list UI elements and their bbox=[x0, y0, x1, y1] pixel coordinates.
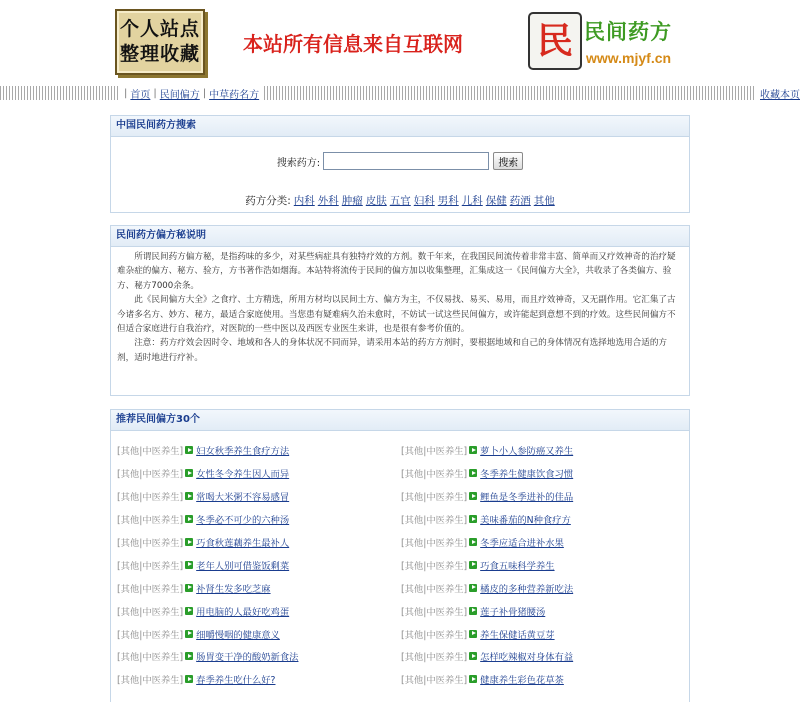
remedy-link[interactable]: 春季养生吃什么好? bbox=[196, 675, 276, 687]
list-item bbox=[401, 439, 685, 462]
arrow-icon bbox=[469, 515, 477, 523]
remedy-link[interactable]: 用电脑的人最好吃鸡蛋 bbox=[196, 606, 290, 618]
breadcrumb bbox=[118, 86, 262, 100]
list-item bbox=[401, 508, 685, 531]
category-tumor-link[interactable]: 肿瘤 bbox=[341, 195, 363, 207]
remedy-link[interactable]: 巧食五味科学养生 bbox=[480, 560, 555, 572]
remedy-link[interactable]: 莲子补骨猪腰汤 bbox=[480, 606, 546, 618]
list-item bbox=[117, 576, 401, 599]
brand-name: 民间药方 bbox=[584, 20, 672, 44]
remedy-link[interactable]: 鲤鱼是冬季进补的佳品 bbox=[480, 492, 574, 504]
logo-line-1: 个人站点 bbox=[119, 18, 200, 40]
category-tag: [其他|中医养生] bbox=[401, 492, 468, 504]
list-item bbox=[117, 668, 401, 691]
remedy-link[interactable]: 细嚼慢咽的健康意义 bbox=[196, 629, 280, 641]
list-item bbox=[117, 485, 401, 508]
arrow-icon bbox=[469, 630, 477, 638]
category-gynecology-link[interactable]: 妇科 bbox=[413, 195, 435, 207]
arrow-icon bbox=[185, 675, 193, 683]
category-tag: [其他|中医养生] bbox=[117, 492, 184, 504]
arrow-icon bbox=[469, 584, 477, 592]
arrow-icon bbox=[185, 469, 193, 477]
list-item bbox=[117, 599, 401, 622]
remedy-link[interactable]: 健康养生彩色花草茶 bbox=[480, 675, 564, 687]
list-item bbox=[401, 531, 685, 554]
arrow-icon bbox=[185, 584, 193, 592]
category-surgery-link[interactable]: 外科 bbox=[317, 195, 339, 207]
category-health-link[interactable]: 保健 bbox=[485, 195, 507, 207]
nav-folk-remedy-link[interactable]: 民间偏方 bbox=[159, 89, 200, 101]
logo-line-2: 整理收藏 bbox=[119, 43, 200, 65]
intro-panel bbox=[110, 225, 690, 396]
remedy-link[interactable]: 怎样吃辣椒对身体有益 bbox=[480, 652, 574, 664]
list-item bbox=[401, 645, 685, 668]
search-button[interactable]: 搜索 bbox=[493, 152, 523, 170]
list-item bbox=[117, 553, 401, 576]
category-tag: [其他|中医养生] bbox=[401, 606, 468, 618]
list-item bbox=[401, 622, 685, 645]
search-panel-title: 中国民间药方搜索 bbox=[111, 116, 689, 137]
arrow-icon bbox=[469, 675, 477, 683]
arrow-icon bbox=[469, 446, 477, 454]
category-tag: [其他|中医养生] bbox=[401, 583, 468, 595]
category-other-link[interactable]: 其他 bbox=[533, 195, 555, 207]
category-tag: [其他|中医养生] bbox=[117, 538, 184, 549]
category-tag: [其他|中医养生] bbox=[401, 446, 468, 458]
search-label: 搜索药方: bbox=[276, 157, 321, 169]
category-andrology-link[interactable]: 男科 bbox=[437, 195, 459, 207]
category-tag: [其他|中医养生] bbox=[401, 538, 468, 549]
list-item bbox=[401, 668, 685, 691]
list-item bbox=[401, 462, 685, 485]
arrow-icon bbox=[185, 446, 193, 454]
arrow-icon bbox=[469, 492, 477, 500]
list-item bbox=[401, 576, 685, 599]
nav-separator: | bbox=[153, 87, 157, 99]
header-tagline: 本站所有信息来自互联网 bbox=[243, 32, 463, 56]
remedy-link[interactable]: 常喝大米粥不容易感冒 bbox=[196, 492, 290, 504]
list-item bbox=[401, 485, 685, 508]
arrow-icon bbox=[185, 492, 193, 500]
list-item bbox=[117, 645, 401, 668]
arrow-icon bbox=[185, 538, 193, 546]
arrow-icon bbox=[469, 561, 477, 569]
intro-paragraph: 注意：药方疗效会因时令、地域和各人的身体状况不同而异，请采用本站的药方方剂时，要根据地域和自己的身体情况有选择地选用合适的方剂，适时地进行疗补。 bbox=[117, 338, 668, 363]
seal-glyph: 民 bbox=[536, 20, 573, 62]
nav-favorite bbox=[756, 86, 800, 100]
category-tag: [其他|中医养生] bbox=[117, 583, 184, 595]
list-item bbox=[117, 531, 401, 554]
recommend-panel bbox=[110, 409, 690, 702]
remedy-link[interactable]: 肠胃变干净的酸奶新食法 bbox=[196, 652, 299, 664]
remedy-link[interactable]: 冬季应适合进补水果 bbox=[480, 538, 564, 549]
remedy-link[interactable]: 妇女秋季养生食疗方法 bbox=[196, 446, 290, 458]
brand-logo[interactable] bbox=[528, 10, 698, 74]
nav-herbal-link[interactable]: 中草药名方 bbox=[209, 89, 260, 101]
site-header bbox=[0, 0, 800, 86]
arrow-icon bbox=[185, 630, 193, 638]
remedy-link[interactable]: 冬季必不可少的六种汤 bbox=[196, 515, 290, 527]
nav-home-link[interactable]: 首页 bbox=[130, 89, 151, 101]
remedy-link[interactable]: 萝卜小人参防癌又养生 bbox=[480, 446, 574, 458]
remedy-link[interactable]: 补肾生发多吃芝麻 bbox=[196, 583, 271, 595]
arrow-icon bbox=[469, 469, 477, 477]
seal-icon bbox=[528, 12, 582, 70]
search-panel bbox=[110, 115, 690, 213]
category-tag: [其他|中医养生] bbox=[401, 652, 468, 664]
category-ent-link[interactable]: 五官 bbox=[389, 195, 411, 207]
arrow-icon bbox=[469, 652, 477, 660]
category-tag: [其他|中医养生] bbox=[117, 515, 184, 527]
nav-separator: | bbox=[202, 87, 207, 99]
nav-separator: | bbox=[124, 87, 128, 99]
intro-paragraph: 此《民间偏方大全》之食疗、土方精选，所用方材均以民间土方、偏方为主，不仅易找、易买、易用，而且疗效神奇，又无副作用。它汇集了古今诸多名方、妙方、秘方，最适合家庭使用。当您患有疑难病久治未愈时，不妨试一试这些民间偏方，或许能起到意想不到的疗效。这些民间偏方不但适合家庭进行自我治疗，对医院的一些中医以及西医专业医生来讲，也是很有参考价值的。 bbox=[117, 295, 676, 335]
category-tag: [其他|中医养生] bbox=[117, 606, 184, 618]
list-item bbox=[117, 622, 401, 645]
category-tag: [其他|中医养生] bbox=[401, 629, 468, 641]
category-tag: [其他|中医养生] bbox=[117, 652, 184, 664]
category-wine-link[interactable]: 药酒 bbox=[509, 195, 531, 207]
category-tag: [其他|中医养生] bbox=[401, 675, 468, 687]
search-row bbox=[111, 152, 689, 170]
arrow-icon bbox=[469, 538, 477, 546]
category-tag: [其他|中医养生] bbox=[117, 469, 184, 481]
intro-body bbox=[111, 247, 689, 365]
remedy-link[interactable]: 养生保健话黄豆芽 bbox=[480, 629, 555, 641]
remedy-link[interactable]: 女性冬令养生因人而异 bbox=[196, 469, 290, 481]
category-tag: [其他|中医养生] bbox=[117, 629, 184, 641]
arrow-icon bbox=[185, 515, 193, 523]
site-logo[interactable] bbox=[115, 9, 205, 75]
remedy-link[interactable]: 巧食秋莲藕养生最补人 bbox=[196, 538, 290, 549]
recommend-panel-title: 推荐民间偏方30个 bbox=[111, 410, 689, 431]
list-item bbox=[117, 462, 401, 485]
list-item bbox=[117, 439, 401, 462]
category-internal-link[interactable]: 内科 bbox=[293, 195, 315, 207]
list-item bbox=[117, 508, 401, 531]
list-item bbox=[401, 553, 685, 576]
category-links bbox=[111, 193, 689, 208]
remedy-list bbox=[117, 439, 685, 691]
arrow-icon bbox=[185, 607, 193, 615]
category-skin-link[interactable]: 皮肤 bbox=[365, 195, 387, 207]
category-tag: [其他|中医养生] bbox=[117, 675, 184, 687]
category-tag: [其他|中医养生] bbox=[401, 515, 468, 527]
remedy-link[interactable]: 橘皮的多种营养新吃法 bbox=[480, 583, 574, 595]
remedy-link[interactable]: 冬季养生健康饮食习惯 bbox=[480, 469, 574, 481]
list-item bbox=[401, 599, 685, 622]
category-tag: [其他|中医养生] bbox=[401, 560, 468, 572]
category-tag: [其他|中医养生] bbox=[117, 560, 184, 572]
nav-bar bbox=[0, 86, 800, 100]
brand-url: www.mjyf.cn bbox=[586, 50, 672, 66]
remedy-link[interactable]: 美味番茄的N种食疗方 bbox=[480, 515, 571, 527]
bookmark-link[interactable]: 收藏本页 bbox=[760, 89, 800, 101]
arrow-icon bbox=[185, 652, 193, 660]
intro-panel-title: 民间药方偏方秘说明 bbox=[111, 226, 689, 247]
category-tag: [其他|中医养生] bbox=[117, 446, 184, 458]
remedy-link[interactable]: 老年人别可借鉴饭剩菜 bbox=[196, 560, 290, 572]
arrow-icon bbox=[469, 607, 477, 615]
intro-paragraph: 所谓民间药方偏方秘，是指药味的多少，对某些病症具有独特疗效的方剂。数千年来，在我国民间流传着非常丰富、简单而又疗效神奇的治疗疑难杂症的偏方、秘方、验方，方书著作浩如烟海。本站特将流传于民间的偏方加以收集整理，汇集成这一《民间偏方大全》，共收录了各类偏方、验方、秘方7000余条。 bbox=[117, 252, 676, 291]
category-tag: [其他|中医养生] bbox=[401, 469, 468, 481]
arrow-icon bbox=[185, 561, 193, 569]
category-pediatrics-link[interactable]: 儿科 bbox=[461, 195, 483, 207]
search-input[interactable] bbox=[323, 152, 489, 170]
category-label: 药方分类: bbox=[245, 195, 291, 207]
